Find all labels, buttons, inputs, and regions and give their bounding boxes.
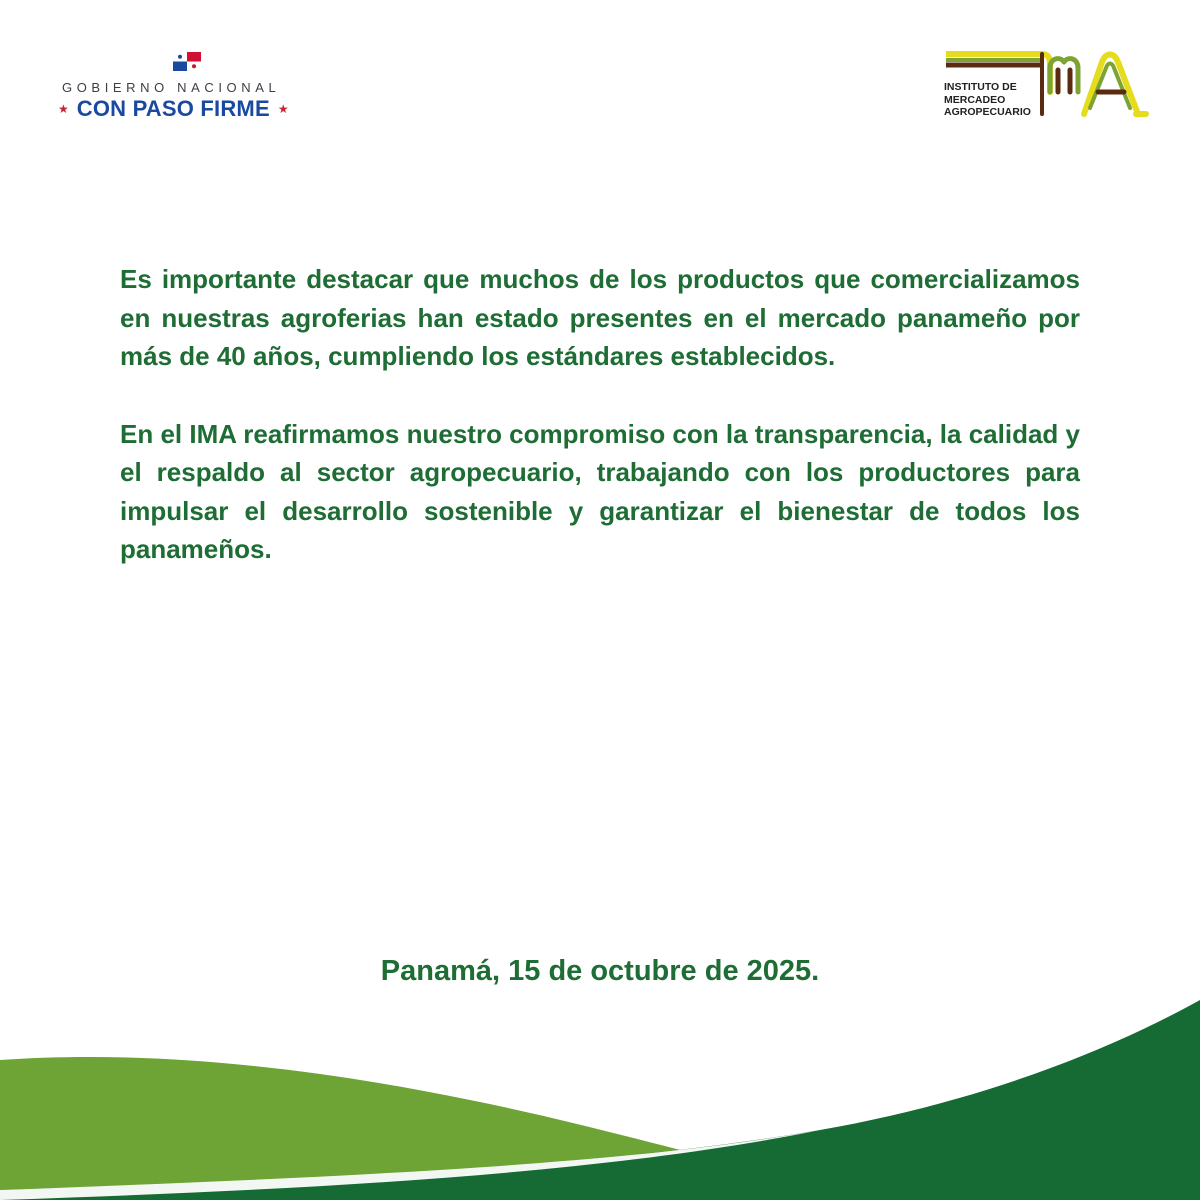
ima-logo: [942, 48, 1152, 126]
ima-name: [944, 81, 1044, 119]
ima-name-line2: MERCADEO: [944, 93, 1006, 106]
star-icon: ★: [58, 102, 69, 116]
footer-wave-decoration: [0, 990, 1200, 1200]
ima-name-line1: INSTITUTO DE: [944, 81, 1017, 93]
star-icon: ★: [277, 102, 289, 116]
statement-body: [120, 260, 1080, 608]
statement-paragraph-2: En el IMA reafirmamos nuestro compromiso con la transparencia, la calidad y el respaldo al sector agropecuario, trabajando con los productores para impulsar el desarrollo sostenible y garantizar el bienestar de todos los panameños.: [120, 418, 1080, 564]
date-line: Panamá, 15 de octubre de 2025.: [380, 955, 820, 987]
gobierno-nacional-logo: [58, 52, 318, 132]
statement-paragraph-1: Es importante destacar que muchos de los productos que comercializamos en nuestras agroferias han estado presentes en el mercado panameño por más de 40 años, cumpliendo los estándares establecidos.: [120, 264, 1080, 371]
panama-flag-icon: [173, 52, 201, 71]
ima-name-line3: AGROPECUARIO: [944, 106, 1031, 118]
gov-logo-tagline-row: [58, 96, 318, 122]
gov-logo-tagline: CON PASO FIRME: [76, 96, 270, 121]
gov-logo-line1: GOBIERNO NACIONAL: [62, 80, 281, 95]
